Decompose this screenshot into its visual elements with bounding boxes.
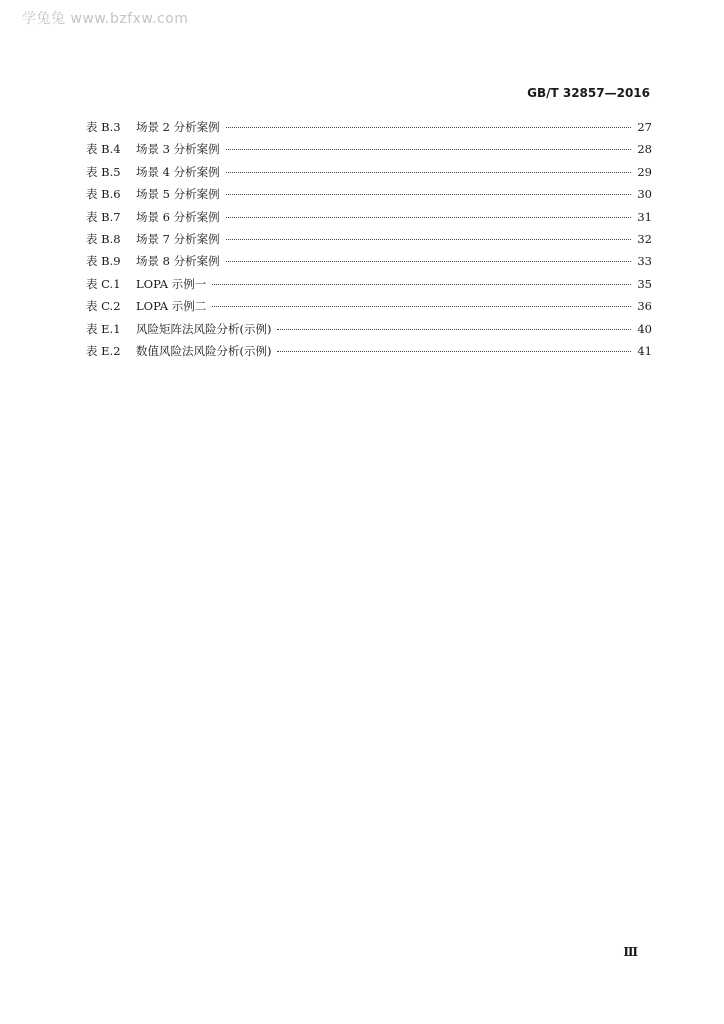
toc-entry[interactable] — [86, 164, 652, 186]
toc-entry-page: 40 — [637, 321, 652, 336]
toc-leader-dots — [226, 148, 632, 150]
toc-entry-number: 表 C.2 — [86, 299, 121, 314]
toc-entry-page: 28 — [637, 142, 652, 157]
toc-entry-title: 场景 4 分析案例 — [136, 164, 220, 179]
page-number: Ⅲ — [623, 945, 638, 959]
toc-leader-dots — [277, 328, 631, 330]
toc-entry[interactable] — [86, 343, 652, 365]
toc-leader-dots — [226, 126, 632, 128]
toc-entry-page: 32 — [637, 231, 652, 246]
toc-entry-page: 36 — [637, 299, 652, 314]
standard-number-header: GB/T 32857—2016 — [527, 86, 650, 100]
toc-entry-page: 35 — [637, 276, 652, 291]
toc-entry-number: 表 E.1 — [86, 321, 121, 336]
toc-entry[interactable] — [86, 321, 652, 343]
toc-entry-title: 场景 8 分析案例 — [136, 254, 220, 269]
toc-entry-number: 表 B.9 — [86, 254, 121, 269]
toc-entry-number: 表 B.6 — [86, 187, 121, 202]
toc-entry[interactable] — [86, 209, 652, 231]
toc-entry-page: 41 — [637, 343, 652, 358]
toc-entry-page: 31 — [637, 209, 652, 224]
toc-entry[interactable] — [86, 298, 652, 320]
toc-leader-dots — [226, 260, 632, 262]
toc-entry-number: 表 B.4 — [86, 142, 121, 157]
toc-entry-number: 表 B.8 — [86, 231, 121, 246]
toc-leader-dots — [212, 283, 631, 285]
toc-entry-title: 数值风险法风险分析(示例) — [136, 343, 272, 358]
toc-entry-number: 表 B.3 — [86, 120, 121, 134]
toc-leader-dots — [226, 238, 632, 240]
toc-leader-dots — [212, 305, 631, 307]
table-of-contents — [86, 119, 652, 365]
toc-entry-number: 表 E.2 — [86, 343, 121, 358]
toc-entry-page: 30 — [637, 187, 652, 202]
toc-entry-title: 场景 7 分析案例 — [136, 231, 220, 246]
toc-entry-title: 风险矩阵法风险分析(示例) — [136, 321, 272, 336]
toc-entry-title: 场景 5 分析案例 — [136, 187, 220, 202]
toc-entry[interactable] — [86, 231, 652, 253]
toc-entry-title: 场景 2 分析案例 — [136, 120, 220, 134]
toc-entry-number: 表 B.5 — [86, 164, 121, 179]
toc-leader-dots — [226, 193, 632, 195]
toc-entry-title: 场景 6 分析案例 — [136, 209, 220, 224]
toc-leader-dots — [277, 350, 631, 352]
toc-entry[interactable] — [86, 186, 652, 208]
toc-entry-number: 表 C.1 — [86, 276, 121, 291]
toc-entry-number: 表 B.7 — [86, 209, 121, 224]
toc-entry[interactable] — [86, 276, 652, 298]
toc-leader-dots — [226, 171, 632, 173]
toc-entry-title: LOPA 示例二 — [136, 299, 207, 314]
toc-entry-title: 场景 3 分析案例 — [136, 142, 220, 157]
toc-entry[interactable] — [86, 141, 652, 163]
toc-entry-title: LOPA 示例一 — [136, 276, 207, 291]
toc-leader-dots — [226, 216, 632, 218]
toc-entry[interactable] — [86, 253, 652, 275]
toc-entry-page: 29 — [637, 164, 652, 179]
watermark-text: 学兔兔 www.bzfxw.com — [22, 11, 189, 27]
toc-entry[interactable] — [86, 119, 652, 141]
toc-entry-page: 33 — [637, 254, 652, 269]
toc-entry-page: 27 — [637, 120, 652, 134]
